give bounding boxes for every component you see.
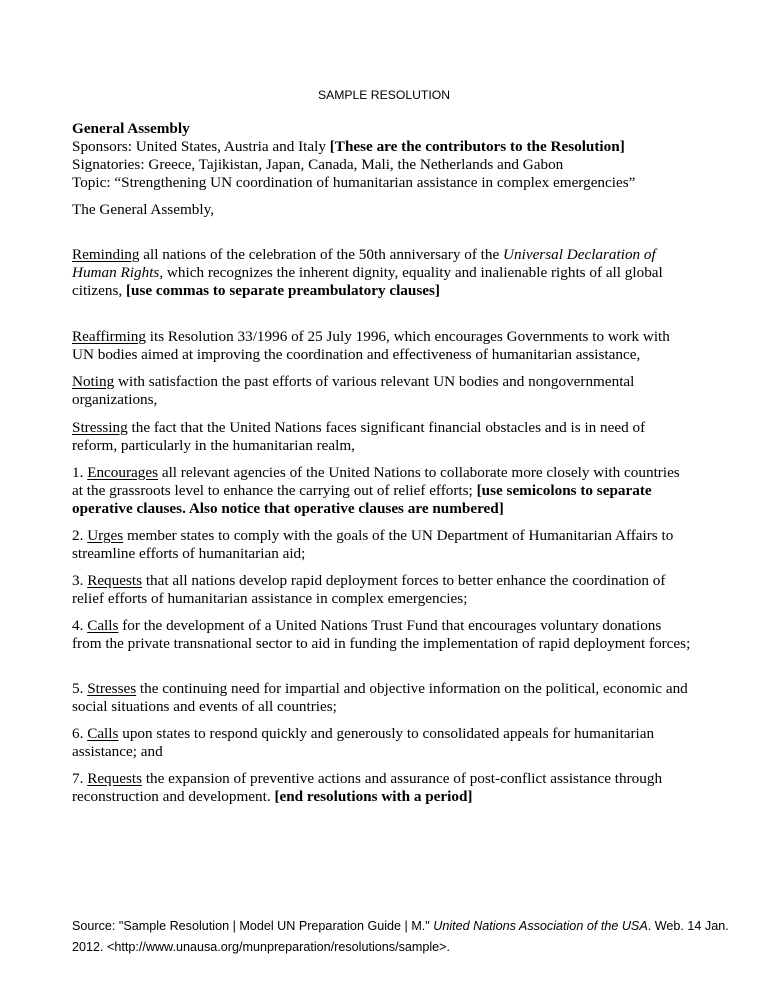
opening-phrase: The General Assembly, (72, 201, 214, 218)
source-prefix: Source: "Sample Resolution | Model UN Preparation Guide | M." (72, 919, 434, 933)
clause-number: 5. (72, 680, 88, 697)
clause-text: the continuing need for impartial and objective information on the political, economic and social situations and events of all countries; (72, 680, 688, 715)
source-publisher: United Nations Association of the USA (433, 919, 648, 933)
clause-note: [use semicolons to separate operative clauses. Also notice that operative clauses are numbered] (72, 482, 652, 517)
operative-clause (72, 680, 692, 716)
operative-clause (72, 527, 692, 563)
clause-keyword: Requests (87, 572, 143, 589)
clause-number: 1. (72, 464, 88, 481)
clause-text: with satisfaction the past efforts of various relevant UN bodies and nongovernmental organizations, (72, 373, 635, 408)
sponsors-line (72, 138, 692, 156)
signatories-line: Signatories: Greece, Tajikistan, Japan, Canada, Mali, the Netherlands and Gabon (72, 156, 564, 173)
clause-note: [end resolutions with a period] (274, 788, 473, 805)
clause-keyword: Reaffirming (72, 328, 146, 345)
clause-text: member states to comply with the goals of the UN Department of Humanitarian Affairs to streamline efforts of humanitarian aid; (72, 527, 674, 562)
clause-text: that all nations develop rapid deployment forces to better enhance the coordination of relief efforts of humanitarian assistance in complex emergencies; (72, 572, 666, 607)
clause-text: , which recognizes the inherent dignity, equality and inalienable rights of all global citizens, (72, 264, 663, 299)
sponsors-text: Sponsors: United States, Austria and Italy (72, 138, 330, 155)
clause-text: the expansion of preventive actions and assurance of post-conflict assistance through reconstruction and development. (72, 770, 663, 805)
clause-number: 2. (72, 527, 88, 544)
clause-text: upon states to respond quickly and generously to consolidated appeals for humanitarian assistance; and (72, 725, 655, 760)
clause-number: 6. (72, 725, 88, 742)
operative-clause (72, 725, 692, 761)
clause-text: the fact that the United Nations faces significant financial obstacles and is in need of reform, particularly in the humanitarian realm, (72, 419, 646, 454)
clause-text: all relevant agencies of the United Nations to collaborate more closely with countries at the grassroots level to enhance the carrying out of relief efforts; (72, 464, 680, 499)
clause-keyword: Stressing (72, 419, 128, 436)
preambulatory-clause (72, 419, 692, 455)
document-heading: SAMPLE RESOLUTION (317, 88, 451, 102)
clause-keyword: Calls (87, 725, 119, 742)
source-citation (72, 916, 732, 958)
topic-line: Topic: “Strengthening UN coordination of humanitarian assistance in complex emergencies” (72, 174, 636, 191)
clause-text: for the development of a United Nations Trust Fund that encourages voluntary donations from the private transnational sector to aid in funding the implementation of rapid deployment forces; (72, 617, 691, 652)
clause-keyword: Noting (72, 373, 115, 390)
committee-name: General Assembly (72, 120, 190, 137)
operative-clause (72, 572, 692, 608)
clause-keyword: Encourages (87, 464, 159, 481)
operative-clause (72, 617, 692, 653)
clause-keyword: Calls (87, 617, 119, 634)
clause-text: its Resolution 33/1996 of 25 July 1996, which encourages Governments to work with UN bodies aimed at improving the coordination and effectiveness of humanitarian assistance, (72, 328, 670, 363)
preambulatory-clause (72, 373, 692, 409)
clause-number: 7. (72, 770, 88, 787)
sponsors-note: [These are the contributors to the Resolution] (329, 138, 625, 155)
clause-italic-title: Universal Declaration of Human Rights (72, 246, 656, 281)
clause-number: 4. (72, 617, 88, 634)
resolution-header (72, 120, 692, 192)
clause-keyword: Reminding (72, 246, 140, 263)
clause-keyword: Requests (87, 770, 143, 787)
clause-text: all nations of the celebration of the 50th anniversary of the (139, 246, 504, 263)
clause-keyword: Stresses (87, 680, 137, 697)
clause-keyword: Urges (87, 527, 124, 544)
preambulatory-clause (72, 328, 692, 364)
operative-clause (72, 464, 692, 518)
source-suffix: . Web. 14 Jan. 2012. <http://www.unausa.org/munpreparation/resolutions/sample>. (72, 919, 729, 954)
clause-note: [use commas to separate preambulatory clauses] (125, 282, 440, 299)
operative-clause (72, 770, 692, 806)
clause-number: 3. (72, 572, 88, 589)
preambulatory-clause (72, 246, 692, 300)
